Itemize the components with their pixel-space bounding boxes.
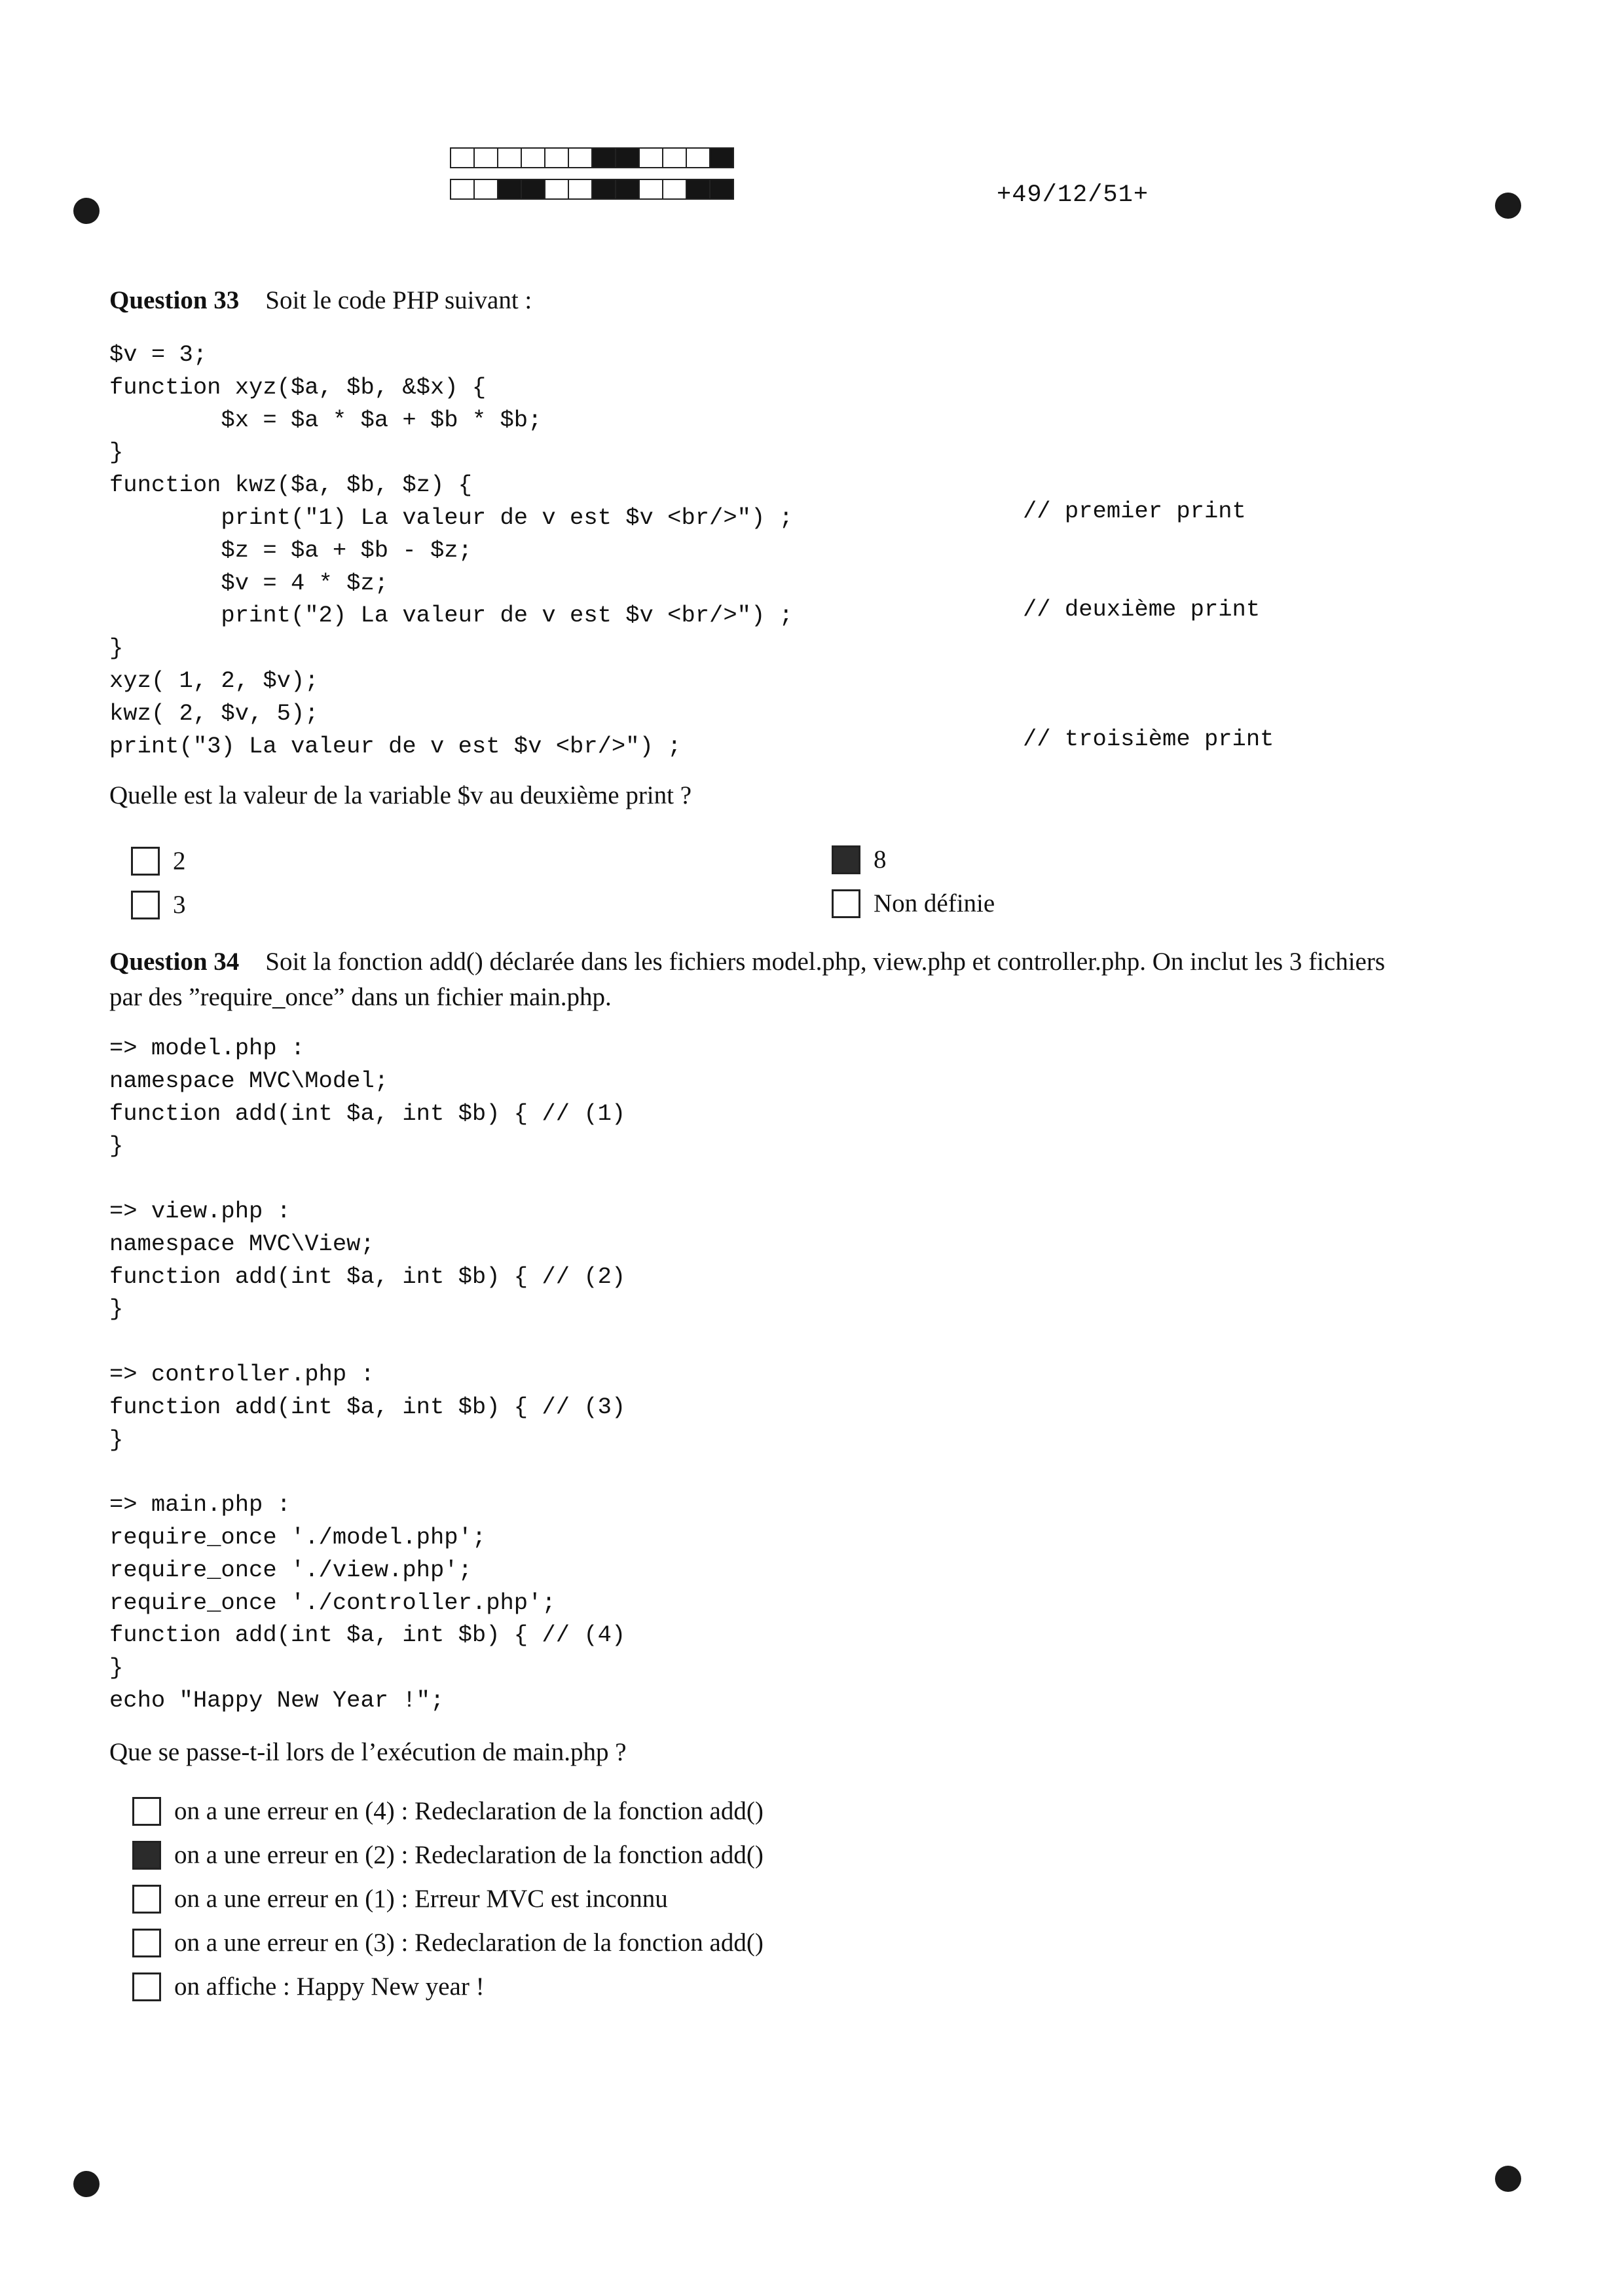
registration-mark-bottom-right <box>1495 2166 1521 2192</box>
code-comment: // troisième print <box>1023 726 1274 752</box>
question-33-prompt: Quelle est la valeur de la variable $v au deuxième print ? <box>109 781 692 809</box>
answer-choice-selected[interactable] <box>832 845 887 874</box>
answer-label: on a une erreur en (2) : Redeclaration de la fonction add() <box>174 1841 764 1869</box>
page-barcode-row-2 <box>450 179 733 200</box>
answer-checkbox[interactable] <box>832 889 860 918</box>
answer-choice[interactable] <box>832 889 995 918</box>
question-33-header <box>109 283 532 318</box>
answer-label: on a une erreur en (3) : Redeclaration de la fonction add() <box>174 1929 764 1957</box>
answer-checkbox-checked[interactable] <box>832 845 860 874</box>
question-intro: Soit le code PHP suivant : <box>265 286 532 314</box>
registration-mark-top-right <box>1495 193 1521 219</box>
answer-choice-selected[interactable] <box>132 1840 764 1870</box>
code-comment: // deuxième print <box>1023 596 1261 623</box>
registration-mark-top-left <box>73 198 100 224</box>
answer-checkbox[interactable] <box>132 1885 161 1914</box>
code-comment: // premier print <box>1023 498 1246 525</box>
answer-label: on a une erreur en (4) : Redeclaration de la fonction add() <box>174 1797 764 1825</box>
answer-label: on a une erreur en (1) : Erreur MVC est inconnu <box>174 1885 668 1913</box>
question-intro: Soit la fonction add() déclarée dans les fichiers model.php, view.php et controller.php. On inclut les 3 fichiers <box>265 948 1386 976</box>
answer-choice[interactable] <box>132 1884 668 1914</box>
registration-mark-bottom-left <box>73 2171 100 2197</box>
question-number: Question 33 <box>109 286 240 314</box>
page-identifier: +49/12/51+ <box>997 181 1149 209</box>
question-number: Question 34 <box>109 948 240 976</box>
answer-checkbox[interactable] <box>132 1797 161 1826</box>
answer-choice[interactable] <box>132 1928 764 1957</box>
answer-label: Non définie <box>874 889 995 917</box>
answer-checkbox[interactable] <box>131 891 160 919</box>
answer-checkbox[interactable] <box>132 1972 161 2001</box>
answer-checkbox[interactable] <box>131 847 160 876</box>
question-34-code: => model.php : namespace MVC\Model; function add(int $a, int $b) { // (1) } => view.php : namespace MVC\View; function add(int $a, int $b) { // (2) } => controller.php : function add(int $a, int $b) { // (3) } => main.php : require_once './model.php'; require_once './view.php'; require_once './controller.php'; function add(int $a, int $b) { // (4) } echo "Happy New Year !"; <box>109 1035 626 1714</box>
answer-label: on affiche : Happy New year ! <box>174 1972 485 2001</box>
answer-choice[interactable] <box>131 846 186 876</box>
question-34-prompt: Que se passe-t-il lors de l’exécution de main.php ? <box>109 1738 627 1766</box>
question-33-code: $v = 3; function xyz($a, $b, &$x) { $x = $a * $a + $b * $b; } function kwz($a, $b, $z) { print("1) La valeur de v est $v <br/>") ; $z = $a + $b - $z; $v = 4 * $z; print("2) La valeur de v est $v <br/>") ; } xyz( 1, 2, $v); kwz( 2, $v, 5); print("3) La valeur de v est $v <br/>") ; <box>109 341 793 760</box>
question-34-intro-continued: par des ”require_once” dans un fichier main.php. <box>109 983 612 1011</box>
answer-label: 2 <box>173 847 186 875</box>
answer-choice[interactable] <box>131 890 186 919</box>
answer-choice[interactable] <box>132 1796 764 1826</box>
answer-checkbox[interactable] <box>132 1929 161 1957</box>
answer-label: 3 <box>173 891 186 919</box>
answer-checkbox-checked[interactable] <box>132 1841 161 1870</box>
question-34-header <box>109 944 1517 980</box>
answer-choice[interactable] <box>132 1972 485 2001</box>
page-barcode-row-1 <box>450 147 733 168</box>
answer-label: 8 <box>874 845 887 874</box>
